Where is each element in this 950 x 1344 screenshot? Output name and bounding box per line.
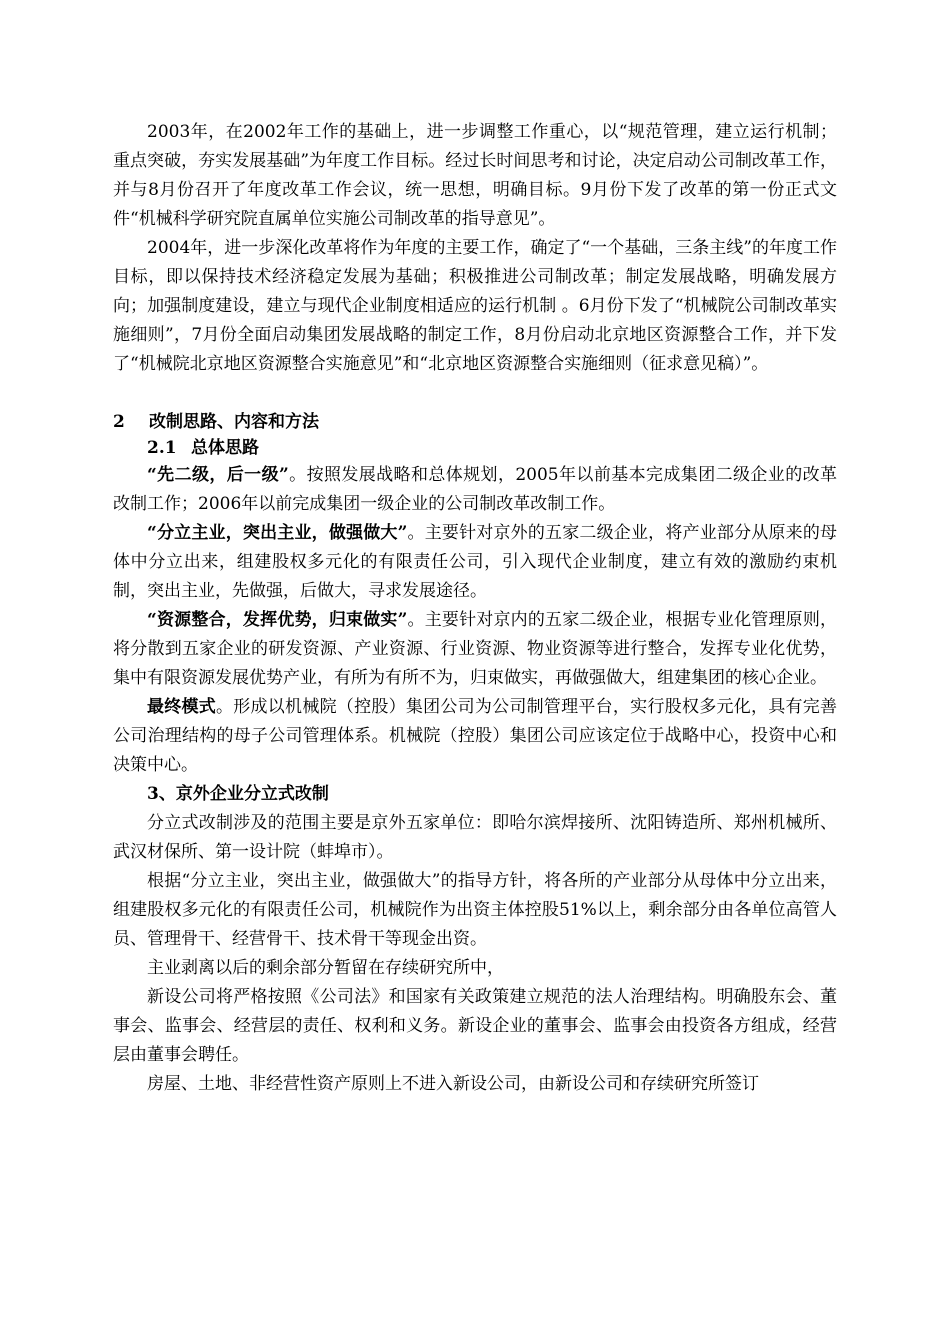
strategy-text: 。按照发展战略和总体规划，2005年以前基本完成集团二级企业的改革改制工作；2006年以前完成集团一级企业的公司制改革改制工作。 — [113, 465, 838, 514]
strategy-paragraph — [113, 693, 837, 780]
strategy-paragraph — [113, 461, 837, 519]
paragraph-2004: 2004年，进一步深化改革将作为年度的主要工作，确定了“一个基础，三条主线”的年度工作目标，即以保持技术经济稳定发展为基础；积极推进公司制改革；制定发展战略，明确发展方向；加强制度建设，建立与现代企业制度相适应的运行机制 。6月份下发了“机械院公司制改革实施细则”，7月份全面启动集团发展战略的制定工作，8月份启动北京地区资源整合工作，并下发了“机械院北京地区资源整合实施意见”和“北京地区资源整合实施细则（征求意见稿）”。 — [113, 238, 837, 374]
strategy-paragraph — [113, 519, 837, 606]
body-paragraph: 分立式改制涉及的范围主要是京外五家单位：即哈尔滨焊接所、沈阳铸造所、郑州机械所、武汉材保所、第一设计院（蚌埠市）。 — [113, 813, 837, 862]
subsection-number: 2.1 — [147, 438, 177, 458]
strategy-lead: “分立主业，突出主业，做强做大” — [147, 523, 408, 543]
body-paragraph: 根据“分立主业，突出主业，做强做大”的指导方针，将各所的产业部分从母体中分立出来，组建股权多元化的有限责任公司，机械院作为出资主体控股51%以上，剩余部分由各单位高管人员、管理骨干、经营骨干、技术骨干等现金出资。 — [113, 871, 837, 949]
strategy-lead: 最终模式 — [147, 697, 217, 717]
body-paragraph: 主业剥离以后的剩余部分暂留在存续研究所中， — [147, 958, 504, 978]
body-paragraph: 房屋、土地、非经营性资产原则上不进入新设公司，由新设公司和存续研究所签订 — [147, 1074, 759, 1094]
section-heading-3: 3、京外企业分立式改制 — [147, 784, 329, 804]
section-title: 改制思路、内容和方法 — [149, 412, 319, 432]
section-number: 2 — [113, 412, 125, 432]
body-paragraph: 新设公司将严格按照《公司法》和国家有关政策建立规范的法人治理结构。明确股东会、董事会、监事会、经营层的责任、权利和义务。新设企业的董事会、监事会由投资各方组成，经营层由董事会聘任。 — [113, 987, 837, 1065]
paragraph-2003: 2003年，在2002年工作的基础上，进一步调整工作重心，以“规范管理，建立运行机制；重点突破，夯实发展基础”为年度工作目标。经过长时间思考和讨论，决定启动公司制改革工作，并与8月份召开了年度改革工作会议，统一思想，明确目标。9月份下发了改革的第一份正式文件“机械科学研究院直属单位实施公司制改革的指导意见”。 — [113, 122, 837, 229]
subsection-heading-2-1 — [113, 436, 837, 461]
strategy-text: 。主要针对京外的五家二级企业，将产业部分从原来的母体中分立出来，组建股权多元化的有限责任公司，引入现代企业制度，建立有效的激励约束机制，突出主业，先做强，后做大，寻求发展途径。 — [113, 523, 838, 601]
strategy-text: 。主要针对京内的五家二级企业，根据专业化管理原则，将分散到五家企业的研发资源、产业资源、行业资源、物业资源等进行整合，发挥专业化优势，集中有限资源发展优势产业，有所为有所不为，归束做实，再做强做大，组建集团的核心企业。 — [113, 610, 838, 688]
section-heading-2 — [113, 408, 837, 436]
document-page — [113, 118, 837, 1099]
strategy-paragraph — [113, 606, 837, 693]
strategy-lead: “资源整合，发挥优势，归束做实” — [147, 610, 408, 630]
subsection-title: 总体思路 — [191, 438, 259, 458]
blank-line — [113, 379, 837, 408]
strategy-lead: “先二级，后一级” — [147, 465, 289, 485]
strategy-text: 。形成以机械院（控股）集团公司为公司制管理平台，实行股权多元化，具有完善公司治理结构的母子公司管理体系。机械院（控股）集团公司应该定位于战略中心，投资中心和决策中心。 — [113, 697, 838, 775]
